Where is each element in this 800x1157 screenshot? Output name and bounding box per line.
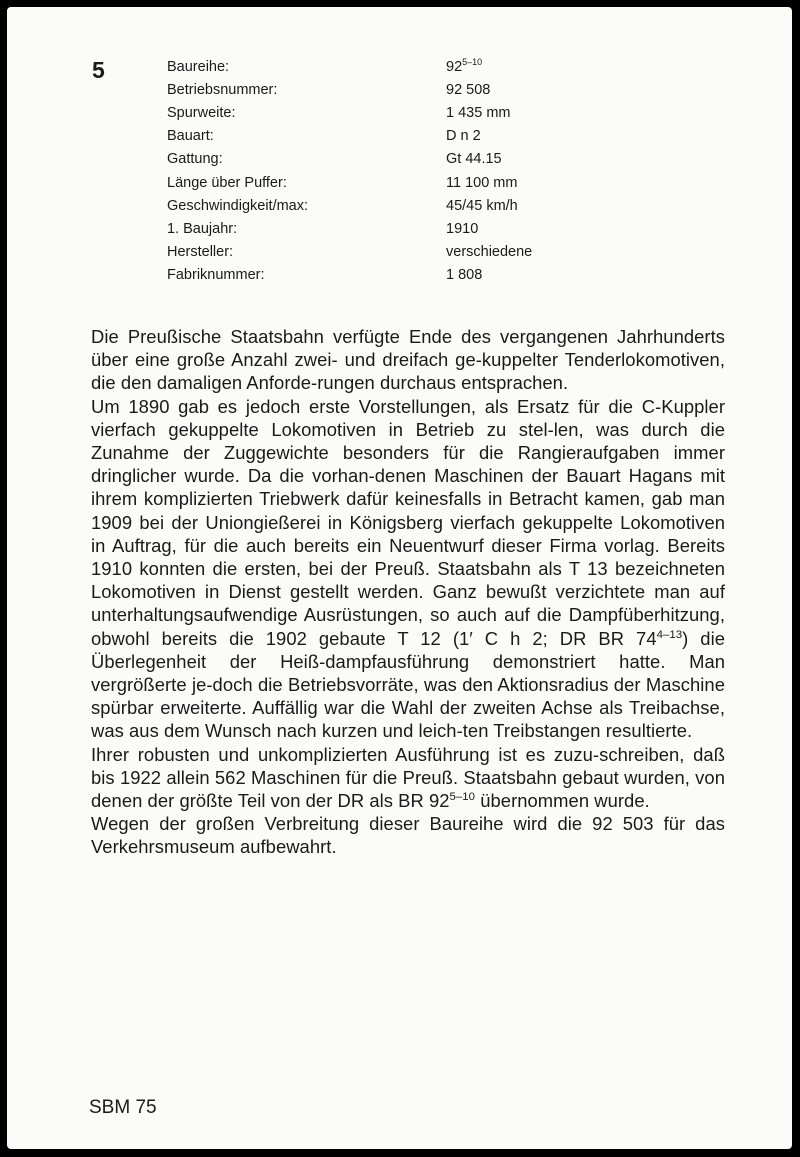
spec-table bbox=[167, 55, 532, 287]
paragraph-2-superscript: 4–13 bbox=[656, 628, 683, 641]
info-card bbox=[7, 7, 792, 1149]
paragraph-2-part-2: ) die Überlegenheit der Heiß-dampfausführung demonstriert hatte. Man vergrößerte je-doch die Betriebsvorräte, was den Aktionsradius der Maschine spürbar erweiterte. Auffällig war die Wahl der zweiten Achse als Treibachse, was aus dem Wunsch nach kurzen und leich-ten Treibstangen resultierte. bbox=[91, 627, 725, 742]
spec-label: Länge über Puffer: bbox=[167, 174, 287, 191]
spec-row-gattung bbox=[167, 148, 532, 171]
paragraph-2 bbox=[91, 395, 725, 743]
spec-value: 11 100 mm bbox=[446, 174, 518, 191]
spec-value: D n 2 bbox=[446, 128, 481, 145]
spec-row-fabriknummer bbox=[167, 264, 532, 287]
spec-label: Bauart: bbox=[167, 128, 214, 145]
card-number: 5 bbox=[92, 57, 105, 83]
spec-label: Gattung: bbox=[167, 151, 223, 168]
spec-value: Gt 44.15 bbox=[446, 151, 502, 168]
spec-row-laenge bbox=[167, 171, 532, 194]
spec-label: Baureihe: bbox=[167, 58, 230, 75]
description-text bbox=[91, 325, 725, 859]
paragraph-4: Wegen der großen Verbreitung dieser Baureihe wird die 92 503 für das Verkehrsmuseum aufbewahrt. bbox=[91, 813, 725, 858]
spec-value bbox=[446, 56, 483, 75]
spec-value-superscript: 5–10 bbox=[462, 56, 483, 67]
spec-value: 1 808 bbox=[446, 267, 483, 284]
spec-row-betriebsnummer bbox=[167, 78, 532, 101]
spec-row-spurweite bbox=[167, 101, 532, 124]
spec-value: verschiedene bbox=[446, 244, 533, 261]
spec-value: 45/45 km/h bbox=[446, 197, 518, 214]
paragraph-3 bbox=[91, 743, 725, 813]
paragraph-1: Die Preußische Staatsbahn verfügte Ende des vergangenen Jahrhunderts über eine große Anzahl zwei- und dreifach ge-kuppelter Tenderlokomotiven, die den damaligen Anforde-rungen durchaus entsprachen. bbox=[91, 326, 725, 394]
footer-series-code: SBM 75 bbox=[89, 1097, 157, 1118]
paragraph-3-part-1: Ihrer robusten und unkomplizierten Ausführung ist es zuzu-schreiben, daß bis 1922 allein 562 Maschinen für die Preuß. Staatsbahn gebaut wurden, von denen der größte Teil von der DR als BR 92 bbox=[91, 743, 725, 812]
spec-value: 1 435 mm bbox=[446, 104, 511, 121]
spec-row-baureihe bbox=[167, 55, 532, 78]
spec-row-bauart bbox=[167, 125, 532, 148]
spec-label: Fabriknummer: bbox=[167, 267, 265, 284]
spec-label: Geschwindigkeit/max: bbox=[167, 197, 309, 214]
spec-value: 92 508 bbox=[446, 81, 491, 98]
spec-label: Betriebsnummer: bbox=[167, 81, 278, 98]
spec-label: Spurweite: bbox=[167, 104, 236, 121]
paragraph-3-part-2: übernommen wurde. bbox=[475, 790, 650, 812]
paragraph-2-part-1: Um 1890 gab es jedoch erste Vorstellungen, als Ersatz für die C-Kuppler vierfach gekuppelte Lokomotiven in Betrieb zu stel-len, was durch die Zunahme der Zuggewichte besonders für die Rangieraufgaben immer dringlicher wurde. Da die vorhan-denen Maschinen der Bauart Hagans mit ihrem komplizierten Triebwerk dafür keinesfalls in Betracht kamen, gab man 1909 bei der Uniongießerei in Königsberg vierfach gekuppelte Lokomotiven in Auftrag, für die auch bereits ein Neuentwurf dieser Firma vorlag. Bereits 1910 konnten die ersten, bei der Preuß. Staatsbahn als T 13 bezeichneten Lokomotiven in Dienst gestellt werden. Ganz bewußt verzichtete man auf unterhaltungsaufwendige Ausrüstungen, so auch auf die Dampfüberhitzung, obwohl bereits die 1902 gebaute T 12 (1′ C h 2; DR BR 74 bbox=[91, 395, 725, 649]
spec-value: 1910 bbox=[446, 220, 479, 237]
spec-row-hersteller bbox=[167, 241, 532, 264]
spec-row-baujahr bbox=[167, 217, 532, 240]
spec-value-main: 92 bbox=[446, 58, 463, 75]
spec-label: 1. Baujahr: bbox=[167, 220, 238, 237]
paragraph-3-superscript: 5–10 bbox=[449, 790, 476, 803]
spec-row-geschwindigkeit bbox=[167, 194, 532, 217]
spec-label: Hersteller: bbox=[167, 244, 234, 261]
